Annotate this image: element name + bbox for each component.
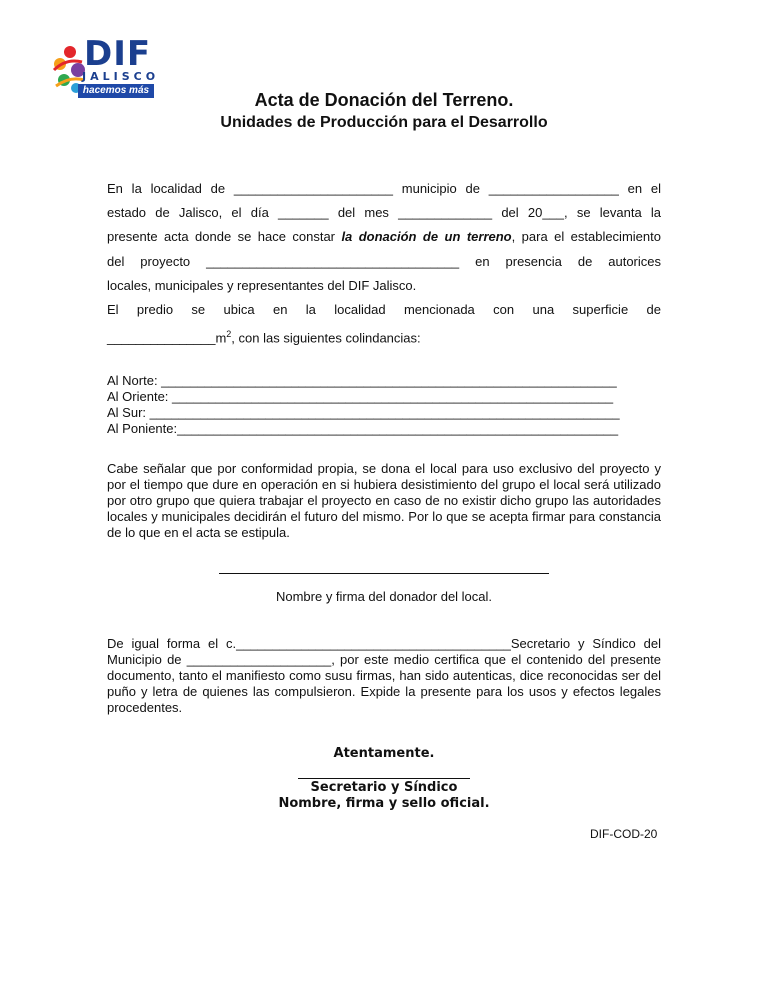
document-code: DIF-COD-20 (590, 827, 658, 841)
closing-atentamente: Atentamente. (333, 746, 435, 761)
document-title: Acta de Donación del Terreno. (254, 90, 514, 110)
secretary-signature-line (298, 778, 470, 779)
text-run: _______________m (107, 330, 227, 346)
superscript: 2 (226, 329, 232, 340)
logo-text: DIF (84, 34, 152, 74)
paragraph-line (107, 225, 661, 249)
opening-paragraph (107, 177, 661, 346)
paragraph-line (107, 322, 661, 346)
text-run: presente acta donde se hace constar (107, 229, 342, 245)
secretary-sign-label: Nombre, firma y sello oficial. (278, 796, 490, 811)
logo-subtext: JALISCO (82, 70, 160, 83)
paragraph-line: locales, municipales y representantes del DIF Jalisco. (107, 277, 417, 293)
logo-tagline: hacemos más (78, 84, 154, 98)
paragraph-line: En la localidad de ______________________ municipio de __________________ en el (107, 181, 661, 196)
paragraph-line: El predio se ubica en la localidad mencionada con una superficie de (107, 301, 661, 317)
colindancia-poniente: Al Poniente:_____________________________________________________________ (107, 421, 619, 436)
text-run: , para el establecimiento (511, 229, 661, 245)
donor-signature-line (219, 573, 549, 574)
conformity-paragraph: Cabe señalar que por conformidad propia, se dona el local para uso exclusivo del proyecto y por el tiempo que dure en operación en si hubiera desistimiento del grupo el local será utilizado por otro grupo que quiera trabajar el proyecto en caso de no existir dicho grupo las autoridades locales y municipales decidirán el futuro del mismo. Por lo que se acepta firmar para constancia de lo que en el acta se estipula. (107, 461, 661, 540)
document-subtitle: Unidades de Producción para el Desarrollo (220, 114, 548, 131)
secretary-role: Secretario y Síndico (310, 780, 458, 795)
paragraph-line: estado de Jalisco, el día _______ del mes _____________ del 20___, se levanta la (107, 205, 661, 221)
certification-paragraph: De igual forma el c.______________________________________Secretario y Síndico del Municipio de ____________________, por este medio certifica que el contenido del presente documento, tanto el manifiesto como susu firmas, han sido autenticas, dice reconocidas ser del puño y letra de quienes las compulsieron. Expide la presente para los usos y efectos legales procedentes. (107, 636, 661, 715)
donor-signature-label: Nombre y firma del donador del local. (275, 589, 493, 604)
colindancia-oriente: Al Oriente: _____________________________________________________________ (107, 389, 614, 404)
paragraph-line: del proyecto ___________________________________ en presencia de autorices (107, 253, 661, 269)
colindancia-norte: Al Norte: _______________________________________________________________ (107, 373, 617, 388)
colindancia-sur: Al Sur: _________________________________________________________________ (107, 405, 620, 420)
text-run: , con las siguientes colindancias: (231, 330, 421, 346)
emphasis-text: la donación de un terreno (341, 229, 512, 245)
